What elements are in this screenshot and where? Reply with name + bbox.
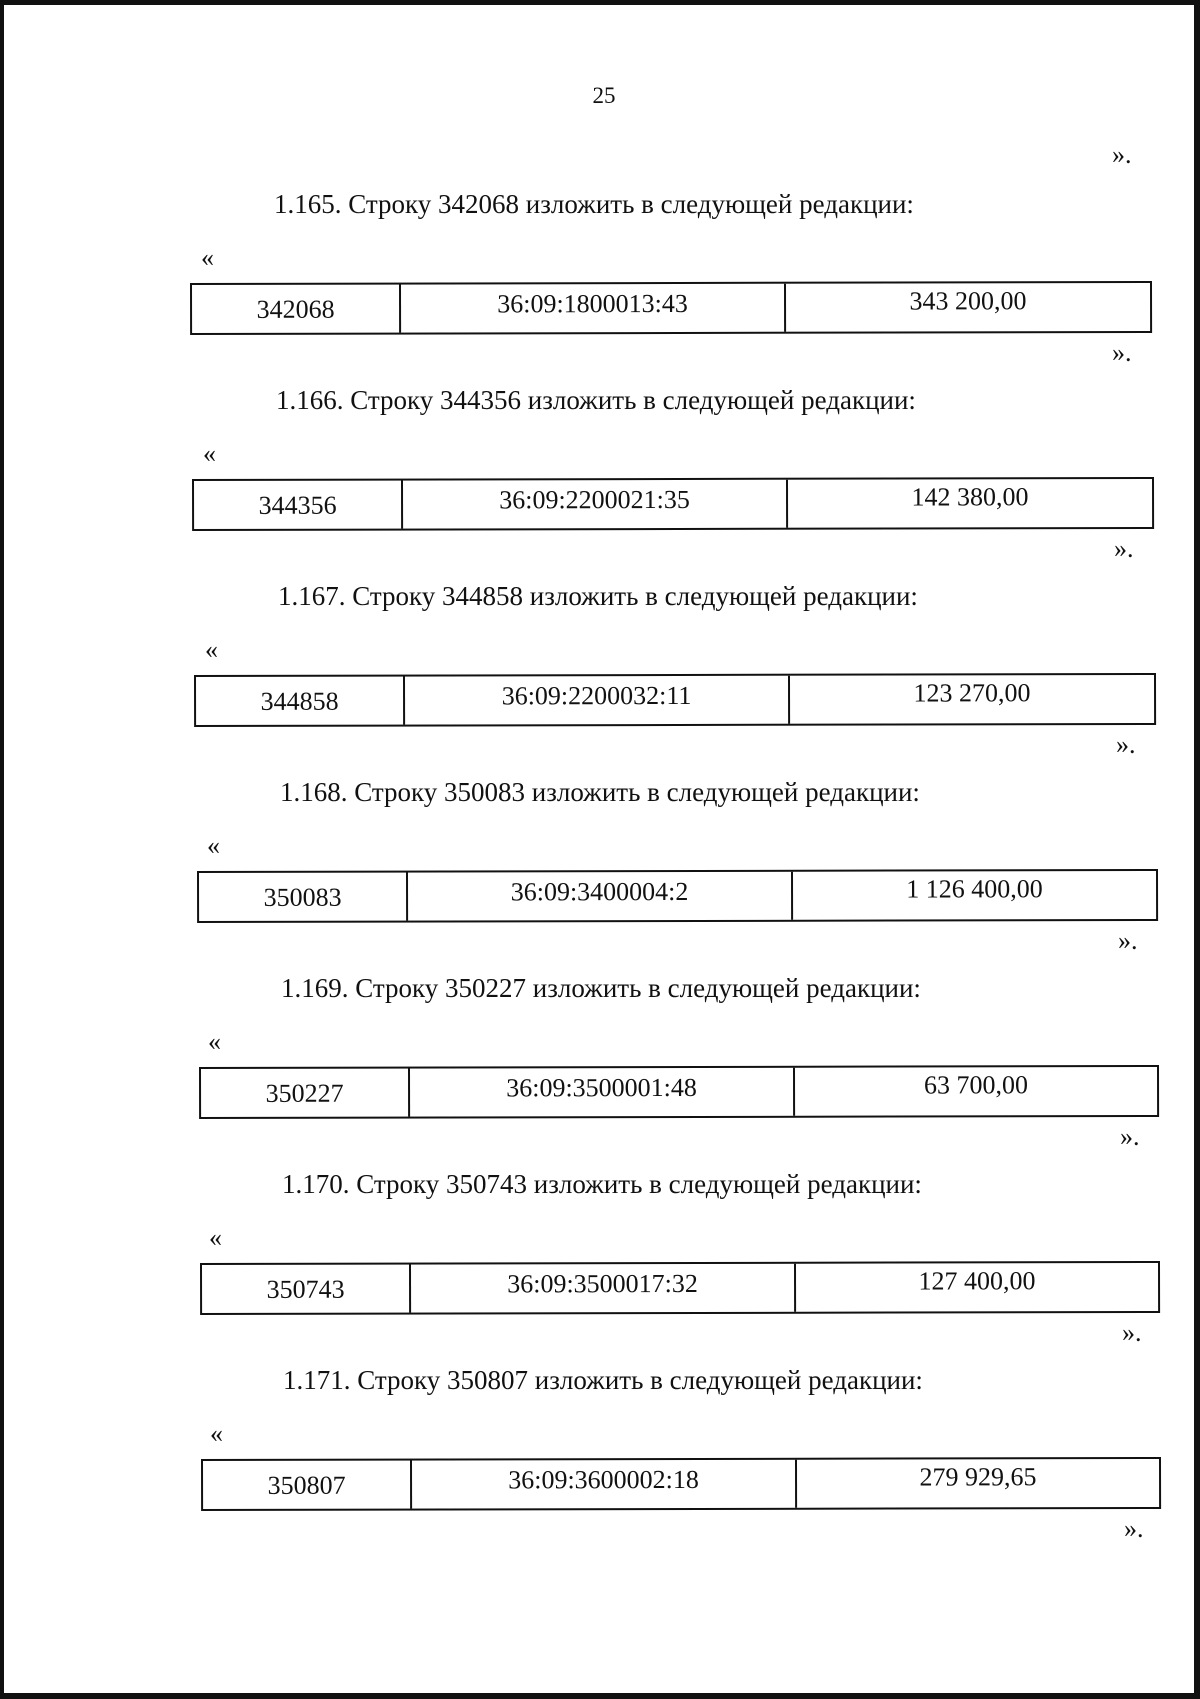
- closing-quote: ».: [1118, 926, 1138, 955]
- opening-quote: «: [201, 243, 214, 272]
- opening-quote: «: [205, 635, 218, 664]
- table-row: [201, 1457, 1161, 1511]
- row-code-cell: 350083: [199, 873, 408, 921]
- amendment-heading: 1.166. Строку 344356 изложить в следующей редакции:: [276, 385, 916, 415]
- page-number: 25: [592, 83, 616, 108]
- closing-quote: ».: [1124, 1514, 1144, 1543]
- opening-quote: «: [203, 439, 216, 468]
- closing-quote: ».: [1112, 140, 1132, 169]
- closing-quote: ».: [1112, 338, 1132, 367]
- amendment-heading: 1.168. Строку 350083 изложить в следующей редакции:: [280, 777, 920, 807]
- amendment-heading: 1.165. Строку 342068 изложить в следующей редакции:: [274, 189, 914, 219]
- closing-quote: ».: [1120, 1122, 1140, 1151]
- cadastral-number-cell: 36:09:1800013:43: [401, 284, 786, 333]
- cadastral-number-cell: 36:09:3400004:2: [408, 872, 793, 921]
- closing-quote: ».: [1114, 534, 1134, 563]
- amendment-heading: 1.170. Строку 350743 изложить в следующей редакции:: [282, 1169, 922, 1199]
- row-code-cell: 350807: [203, 1461, 412, 1509]
- table-row: [194, 673, 1156, 727]
- cadastral-number-cell: 36:09:3600002:18: [412, 1460, 797, 1509]
- value-cell: 279 929,65: [919, 1462, 1037, 1492]
- value-cell: 343 200,00: [909, 286, 1027, 316]
- row-code-cell: 344356: [194, 481, 403, 529]
- row-code-cell: 350743: [202, 1265, 411, 1313]
- cadastral-number-cell: 36:09:2200032:11: [405, 676, 790, 725]
- value-cell: 63 700,00: [924, 1070, 1029, 1100]
- table-row: [200, 1261, 1160, 1315]
- row-code-cell: 350227: [201, 1069, 410, 1117]
- opening-quote: «: [209, 1223, 222, 1252]
- closing-quote: ».: [1122, 1318, 1142, 1347]
- row-code-cell: 344858: [196, 677, 405, 725]
- cadastral-number-cell: 36:09:2200021:35: [403, 480, 788, 529]
- opening-quote: «: [207, 831, 220, 860]
- value-cell: 1 126 400,00: [906, 874, 1043, 904]
- amendment-heading: 1.171. Строку 350807 изложить в следующей редакции:: [283, 1365, 923, 1395]
- amendment-heading: 1.167. Строку 344858 изложить в следующей редакции:: [278, 581, 918, 611]
- cadastral-number-cell: 36:09:3500001:48: [410, 1068, 795, 1117]
- opening-quote: «: [210, 1419, 223, 1448]
- value-cell: 127 400,00: [918, 1266, 1036, 1296]
- table-row: [192, 477, 1154, 531]
- table-row: [197, 869, 1158, 923]
- value-cell: 123 270,00: [913, 678, 1031, 708]
- cadastral-number-cell: 36:09:3500017:32: [411, 1264, 796, 1313]
- table-row: [190, 281, 1152, 335]
- closing-quote: ».: [1116, 730, 1136, 759]
- opening-quote: «: [208, 1027, 221, 1056]
- table-row: [199, 1065, 1159, 1119]
- value-cell: 142 380,00: [911, 482, 1029, 512]
- amendment-heading: 1.169. Строку 350227 изложить в следующей редакции:: [281, 973, 921, 1003]
- row-code-cell: 342068: [192, 285, 401, 333]
